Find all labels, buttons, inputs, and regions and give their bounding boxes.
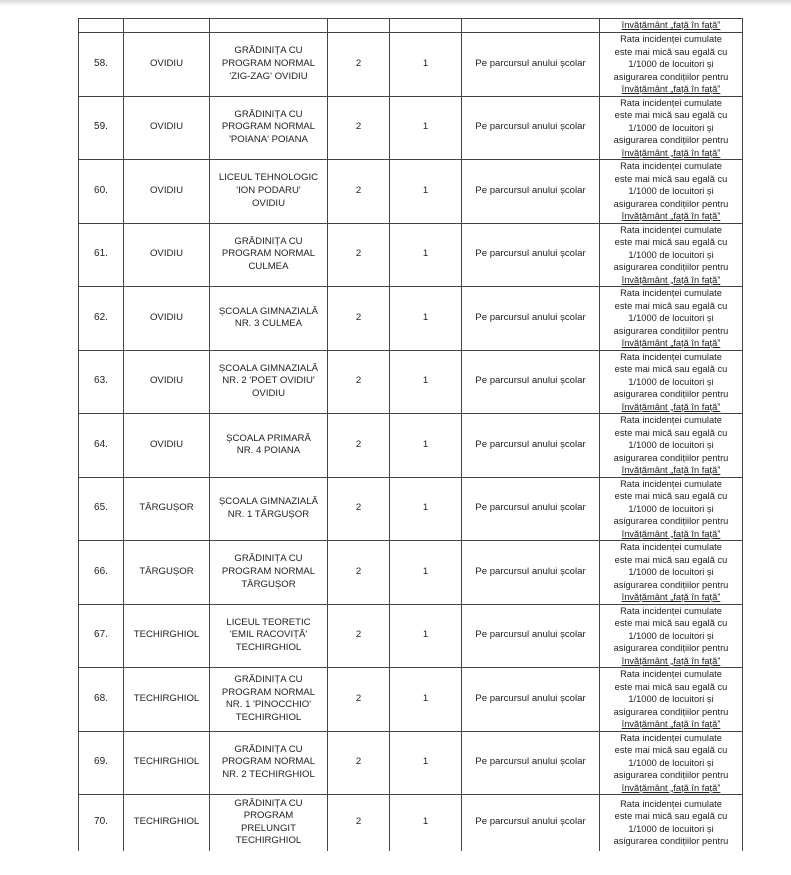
cell-condition-line: învățământ „față în față” — [621, 782, 721, 793]
cell-condition-line: asigurarea condițiilor pentru — [613, 389, 729, 399]
cell-period: Pe parcursul anului școlar — [462, 414, 600, 478]
cell-locality: OVIDIU — [124, 160, 210, 224]
cell-condition-line: 1/1000 de locuitori și — [628, 313, 714, 323]
cell-locality: TÂRGUȘOR — [124, 477, 210, 541]
cell-condition-line: este mai mică sau egală cu — [614, 491, 728, 501]
cell-a: 2 — [328, 731, 390, 795]
table-row — [79, 795, 743, 851]
cell-condition-line: asigurarea condițiilor pentru — [613, 71, 729, 82]
cell-school-line: NR. 1 'PINOCCHIO' — [225, 699, 312, 711]
cell-condition-line: învățământ „față în față” — [621, 592, 721, 602]
cell-school — [210, 414, 328, 478]
cell-a: 2 — [328, 604, 390, 668]
cell-period: Pe parcursul anului școlar — [462, 731, 600, 795]
cell-condition-line: învățământ „față în față” — [621, 274, 721, 285]
cell-school — [210, 795, 328, 851]
cell-locality — [124, 19, 210, 33]
cell-school-line: GRĂDINIȚA CU — [234, 797, 303, 809]
cell-locality: OVIDIU — [124, 287, 210, 351]
cell-condition-line: 1/1000 de locuitori și — [628, 122, 714, 133]
cell-condition-line: 1/1000 de locuitori și — [628, 440, 714, 450]
cell-condition-line: asigurarea condițiilor pentru — [613, 770, 729, 780]
cell-nr: 61. — [79, 223, 124, 287]
cell-school — [210, 33, 328, 97]
cell-condition-line: asigurarea condițiilor pentru — [613, 262, 729, 272]
cell-condition-line: este mai mică sau egală cu — [614, 300, 728, 311]
cell-condition — [600, 287, 743, 351]
cell-b: 1 — [390, 223, 462, 287]
cell-a: 2 — [328, 96, 390, 160]
cell-condition-line: asigurarea condițiilor pentru — [613, 516, 729, 526]
table-row — [79, 160, 743, 224]
schools-table-body — [79, 19, 743, 851]
cell-school — [210, 477, 328, 541]
cell-school-line: PROGRAM — [243, 810, 294, 822]
cell-condition-line: 1/1000 de locuitori și — [628, 823, 714, 834]
table-row — [79, 96, 743, 160]
cell-nr: 59. — [79, 96, 124, 160]
cell-school — [210, 350, 328, 414]
cell-condition-line: este mai mică sau egală cu — [614, 427, 728, 438]
cell-condition-line: este mai mică sau egală cu — [614, 811, 728, 822]
cell-a: 2 — [328, 477, 390, 541]
cell-condition — [600, 223, 743, 287]
cell-condition — [600, 33, 743, 97]
cell-condition — [600, 541, 743, 605]
cell-period: Pe parcursul anului școlar — [462, 96, 600, 160]
table-row — [79, 604, 743, 668]
cell-school-line: PROGRAM NORMAL — [221, 565, 316, 577]
cell-condition-line: asigurarea condițiilor pentru — [613, 452, 729, 463]
cell-condition-line: Rata incidenței cumulate — [620, 798, 722, 809]
cell-school — [210, 604, 328, 668]
cell-school-line: LICEUL TEHNOLOGIC — [218, 172, 319, 184]
cell-condition — [600, 19, 743, 33]
cell-school-line: TÂRGUȘOR — [241, 578, 296, 590]
cell-condition-line: învățământ „față în față” — [621, 465, 721, 475]
cell-b: 1 — [390, 477, 462, 541]
cell-condition-line: asigurarea condițiilor pentru — [613, 135, 729, 145]
table-row — [79, 541, 743, 605]
cell-a: 2 — [328, 350, 390, 414]
cell-a: 2 — [328, 414, 390, 478]
table-row-fragment — [79, 19, 743, 33]
table-row — [79, 223, 743, 287]
cell-school-line: PROGRAM NORMAL — [221, 686, 316, 698]
cell-condition-line: învățământ „față în față” — [621, 719, 721, 729]
cell-condition-line: învățământ „față în față” — [621, 528, 721, 539]
cell-condition-line: învățământ „față în față” — [621, 338, 721, 348]
cell-condition-line: este mai mică sau egală cu — [614, 46, 728, 57]
cell-locality: TÂRGUȘOR — [124, 541, 210, 605]
cell-school-line: LICEUL TEORETIC — [226, 616, 311, 628]
cell-condition-line: asigurarea condițiilor pentru — [613, 198, 729, 209]
table-row — [79, 414, 743, 478]
cell-condition-line: 1/1000 de locuitori și — [628, 503, 714, 514]
cell-period — [462, 19, 600, 33]
cell-nr: 60. — [79, 160, 124, 224]
cell-school-line: ȘCOALA PRIMARĂ — [226, 432, 311, 444]
cell-school-line: ȘCOALA GIMNAZIALĂ — [218, 496, 319, 508]
cell-condition-line: învățământ „față în față” — [621, 84, 721, 94]
cell-b: 1 — [390, 795, 462, 851]
cell-condition-line: asigurarea condițiilor pentru — [613, 706, 729, 717]
cell-nr: 66. — [79, 541, 124, 605]
cell-condition-line: 1/1000 de locuitori și — [628, 757, 714, 768]
cell-condition-line: Rata incidenței cumulate — [620, 161, 722, 171]
cell-school-line: OVIDIU — [251, 197, 286, 209]
cell-condition-line: învățământ „față în față” — [621, 401, 721, 412]
cell-school-line: 'ZIG-ZAG' OVIDIU — [229, 70, 308, 82]
cell-condition-line: 1/1000 de locuitori și — [628, 376, 714, 387]
cell-b: 1 — [390, 541, 462, 605]
cell-school — [210, 287, 328, 351]
cell-school-line: OVIDIU — [251, 388, 286, 400]
cell-nr: 69. — [79, 731, 124, 795]
cell-a: 2 — [328, 541, 390, 605]
cell-condition-line: 1/1000 de locuitori și — [628, 59, 714, 69]
cell-condition-line: asigurarea condițiilor pentru — [613, 836, 729, 847]
cell-nr: 67. — [79, 604, 124, 668]
cell-school-line: NR. 4 POIANA — [236, 445, 301, 457]
cell-school — [210, 731, 328, 795]
cell-school-line: TECHIRGHIOL — [235, 642, 302, 654]
condition-line: învățământ „față în față” — [621, 20, 721, 31]
cell-school-line: GRĂDINIȚA CU — [234, 743, 303, 755]
cell-b: 1 — [390, 731, 462, 795]
table-row — [79, 668, 743, 732]
cell-condition-line: Rata incidenței cumulate — [620, 415, 722, 425]
cell-school-line: PROGRAM NORMAL — [221, 121, 316, 133]
cell-condition-line: Rata incidenței cumulate — [620, 288, 722, 298]
cell-condition-line: asigurarea condițiilor pentru — [613, 643, 729, 653]
cell-b — [390, 19, 462, 33]
cell-condition-line: 1/1000 de locuitori și — [628, 249, 714, 260]
cell-condition-line: Rata incidenței cumulate — [620, 732, 722, 743]
cell-period: Pe parcursul anului școlar — [462, 160, 600, 224]
cell-locality: TECHIRGHIOL — [124, 604, 210, 668]
cell-b: 1 — [390, 604, 462, 668]
table-row — [79, 33, 743, 97]
cell-condition-line: Rata incidenței cumulate — [620, 34, 722, 44]
cell-nr: 65. — [79, 477, 124, 541]
cell-b: 1 — [390, 350, 462, 414]
cell-condition-line: învățământ „față în față” — [621, 211, 721, 221]
cell-b: 1 — [390, 414, 462, 478]
cell-school-line: CULMEA — [248, 261, 289, 273]
cell-locality: TECHIRGHIOL — [124, 795, 210, 851]
cell-condition — [600, 668, 743, 732]
cell-nr: 64. — [79, 414, 124, 478]
cell-school-line: GRĂDINIȚA CU — [234, 674, 303, 686]
cell-condition-line: este mai mică sau egală cu — [614, 554, 728, 565]
cell-b: 1 — [390, 287, 462, 351]
cell-condition-line: asigurarea condițiilor pentru — [613, 579, 729, 590]
cell-period: Pe parcursul anului școlar — [462, 795, 600, 851]
schools-table — [78, 18, 743, 851]
cell-school — [210, 96, 328, 160]
cell-period: Pe parcursul anului școlar — [462, 604, 600, 668]
cell-condition — [600, 477, 743, 541]
cell-period: Pe parcursul anului școlar — [462, 287, 600, 351]
cell-school-line: 'ION PODARU' — [236, 184, 301, 196]
table-row — [79, 731, 743, 795]
cell-condition-line: Rata incidenței cumulate — [620, 542, 722, 552]
cell-condition-line: Rata incidenței cumulate — [620, 97, 722, 108]
cell-locality: TECHIRGHIOL — [124, 668, 210, 732]
cell-locality: OVIDIU — [124, 223, 210, 287]
cell-nr — [79, 19, 124, 33]
cell-condition-line: Rata incidenței cumulate — [620, 224, 722, 235]
cell-a: 2 — [328, 223, 390, 287]
scan-edge-shadow — [0, 0, 791, 6]
cell-school-line: PROGRAM NORMAL — [221, 248, 316, 260]
cell-school-line: 'EMIL RACOVIȚĂ' — [229, 629, 308, 641]
cell-condition-line: Rata incidenței cumulate — [620, 669, 722, 679]
cell-school-line: NR. 2 'POET OVIDIU' — [222, 375, 315, 387]
cell-school-line: 'POIANA' POIANA — [229, 134, 308, 146]
table-row — [79, 477, 743, 541]
cell-period: Pe parcursul anului școlar — [462, 541, 600, 605]
cell-nr: 63. — [79, 350, 124, 414]
cell-locality: OVIDIU — [124, 350, 210, 414]
cell-locality: TECHIRGHIOL — [124, 731, 210, 795]
cell-locality: OVIDIU — [124, 414, 210, 478]
cell-school-line: NR. 3 CULMEA — [234, 318, 303, 330]
cell-school-line: GRĂDINIȚA CU — [234, 235, 303, 247]
cell-condition-line: este mai mică sau egală cu — [614, 681, 728, 692]
cell-condition — [600, 96, 743, 160]
cell-condition-line: 1/1000 de locuitori și — [628, 694, 714, 704]
cell-condition — [600, 731, 743, 795]
cell-school — [210, 19, 328, 33]
cell-school — [210, 541, 328, 605]
cell-a: 2 — [328, 287, 390, 351]
cell-locality: OVIDIU — [124, 96, 210, 160]
cell-b: 1 — [390, 668, 462, 732]
cell-school-line: GRĂDINIȚA CU — [234, 45, 303, 57]
cell-condition-line: Rata incidenței cumulate — [620, 605, 722, 616]
cell-condition — [600, 795, 743, 851]
cell-nr: 68. — [79, 668, 124, 732]
cell-condition-line: este mai mică sau egală cu — [614, 364, 728, 374]
cell-b: 1 — [390, 33, 462, 97]
cell-condition — [600, 414, 743, 478]
cell-a: 2 — [328, 33, 390, 97]
cell-condition-line: asigurarea condițiilor pentru — [613, 325, 729, 336]
cell-school-line: TECHIRGHIOL — [235, 711, 302, 723]
cell-condition-line: este mai mică sau egală cu — [614, 173, 728, 184]
table-row — [79, 350, 743, 414]
cell-period: Pe parcursul anului școlar — [462, 350, 600, 414]
cell-b: 1 — [390, 96, 462, 160]
cell-condition-line: 1/1000 de locuitori și — [628, 186, 714, 196]
cell-period: Pe parcursul anului școlar — [462, 668, 600, 732]
cell-school-line: TECHIRGHIOL — [235, 835, 302, 847]
cell-condition-line: 1/1000 de locuitori și — [628, 630, 714, 641]
cell-nr: 70. — [79, 795, 124, 851]
cell-condition-line: este mai mică sau egală cu — [614, 745, 728, 755]
cell-period: Pe parcursul anului școlar — [462, 223, 600, 287]
cell-school-line: ȘCOALA GIMNAZIALĂ — [218, 362, 319, 374]
cell-b: 1 — [390, 160, 462, 224]
cell-condition-line: Rata incidenței cumulate — [620, 478, 722, 489]
cell-condition — [600, 350, 743, 414]
cell-school-line: PROGRAM NORMAL — [221, 756, 316, 768]
cell-nr: 62. — [79, 287, 124, 351]
cell-school — [210, 160, 328, 224]
cell-locality: OVIDIU — [124, 33, 210, 97]
cell-nr: 58. — [79, 33, 124, 97]
cell-a: 2 — [328, 668, 390, 732]
cell-condition-line: învățământ „față în față” — [621, 655, 721, 666]
cell-condition — [600, 604, 743, 668]
cell-school-line: NR. 1 TÂRGUȘOR — [227, 508, 310, 520]
cell-school-line: PROGRAM NORMAL — [221, 57, 316, 69]
cell-condition-line: este mai mică sau egală cu — [614, 110, 728, 120]
cell-school-line: NR. 2 TECHIRGHIOL — [222, 769, 315, 781]
cell-school — [210, 668, 328, 732]
cell-a: 2 — [328, 160, 390, 224]
cell-period: Pe parcursul anului școlar — [462, 477, 600, 541]
cell-condition-line: este mai mică sau egală cu — [614, 237, 728, 247]
cell-condition-line: învățământ „față în față” — [621, 147, 721, 158]
cell-a: 2 — [328, 795, 390, 851]
table-row — [79, 287, 743, 351]
cell-school-line: ȘCOALA GIMNAZIALĂ — [218, 305, 319, 317]
cell-condition-line: Rata incidenței cumulate — [620, 351, 722, 362]
cell-condition-line: 1/1000 de locuitori și — [628, 567, 714, 577]
cell-condition — [600, 160, 743, 224]
cell-condition-line: este mai mică sau egală cu — [614, 618, 728, 628]
cell-school-line: GRĂDINIȚA CU — [234, 108, 303, 120]
cell-school-line: GRĂDINIȚA CU — [234, 553, 303, 565]
cell-a — [328, 19, 390, 33]
cell-school — [210, 223, 328, 287]
cell-school-line: PRELUNGIT — [241, 822, 296, 834]
cell-period: Pe parcursul anului școlar — [462, 33, 600, 97]
